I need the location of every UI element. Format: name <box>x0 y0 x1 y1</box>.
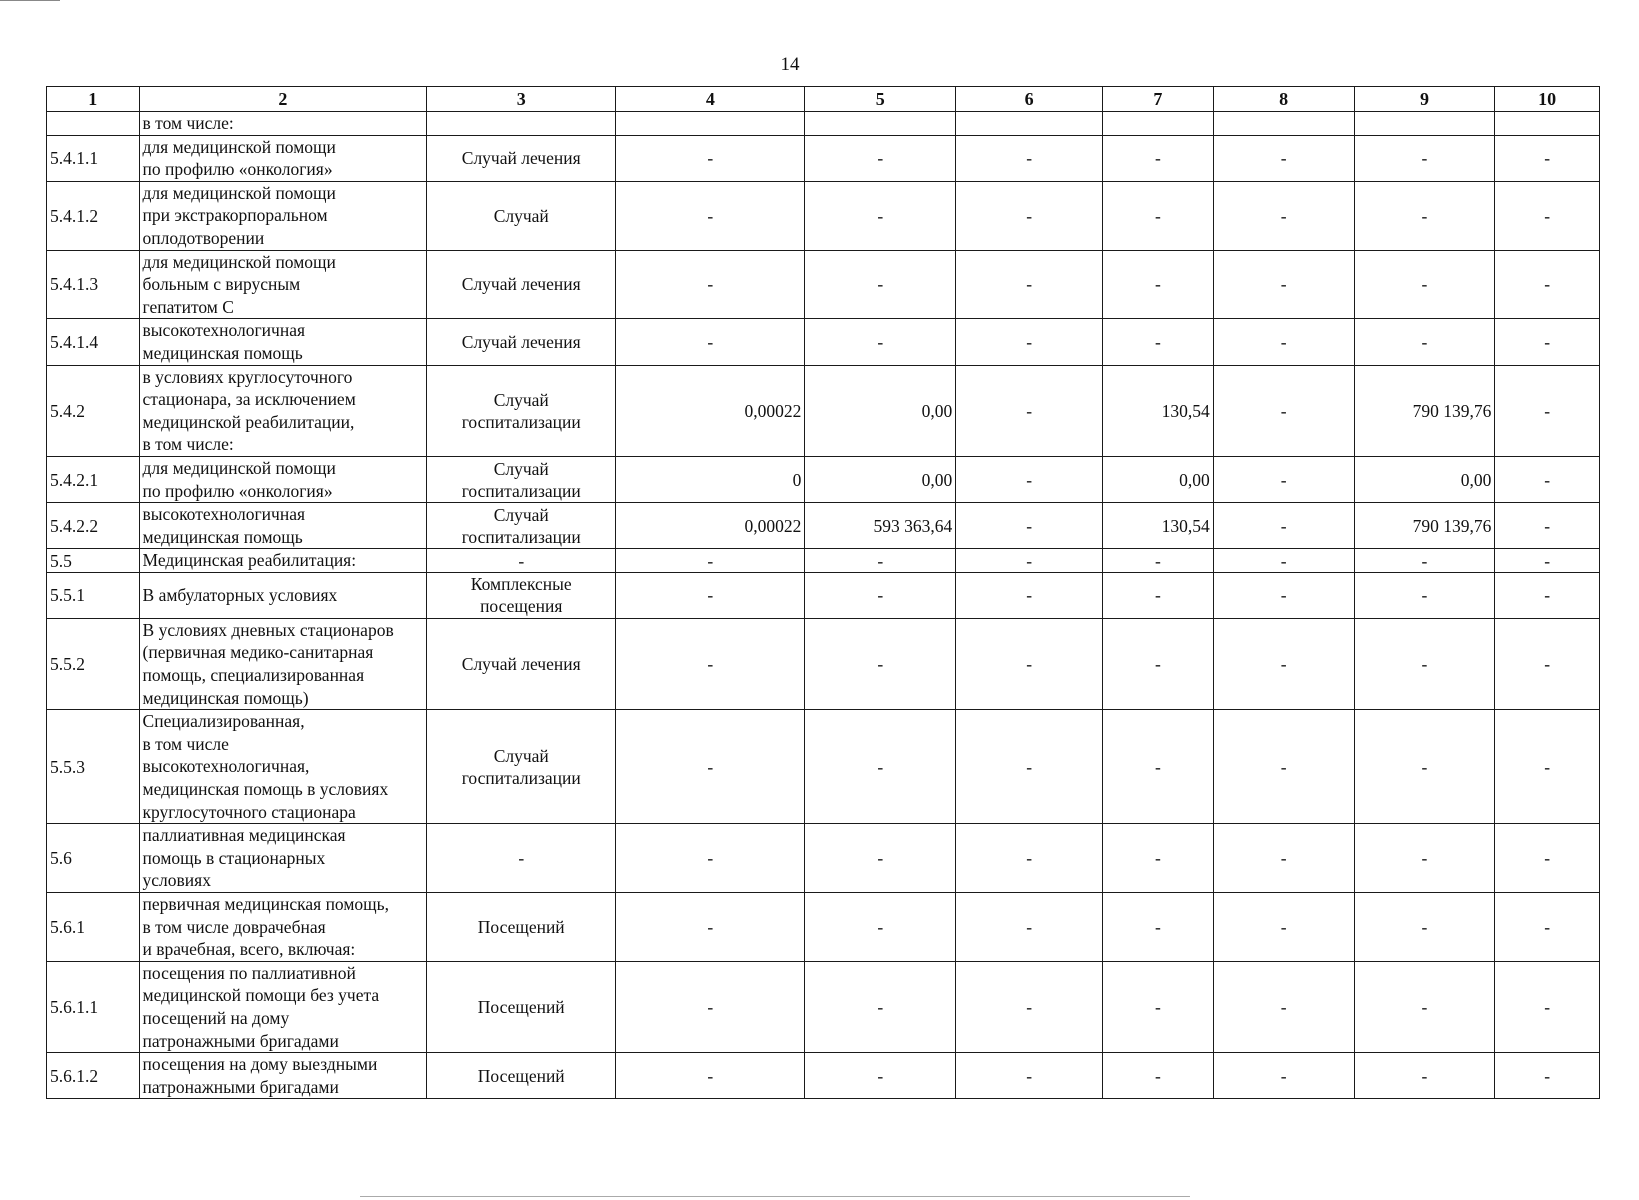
cell-col-7 <box>1103 112 1214 136</box>
cell-col-6: - <box>956 365 1103 456</box>
cell-col-4: 0,00022 <box>616 503 805 549</box>
col-header-9: 9 <box>1354 87 1495 112</box>
cell-col-5: - <box>805 135 956 181</box>
cell-col-9: 790 139,76 <box>1354 503 1495 549</box>
cell-col-7: - <box>1103 250 1214 319</box>
row-code: 5.6 <box>47 824 140 893</box>
cell-col-8: - <box>1213 824 1354 893</box>
cell-col-4: - <box>616 961 805 1052</box>
cell-col-8 <box>1213 112 1354 136</box>
cell-col-9: - <box>1354 824 1495 893</box>
row-unit: Случай лечения <box>427 135 616 181</box>
cell-col-7: 130,54 <box>1103 503 1214 549</box>
row-code <box>47 112 140 136</box>
cell-col-7: - <box>1103 135 1214 181</box>
row-unit: Случай <box>427 181 616 250</box>
col-header-7: 7 <box>1103 87 1214 112</box>
row-unit: - <box>427 824 616 893</box>
cell-col-10: - <box>1495 181 1600 250</box>
row-code: 5.6.1.1 <box>47 961 140 1052</box>
cell-col-7: 0,00 <box>1103 456 1214 502</box>
cell-col-4: - <box>616 319 805 365</box>
cell-col-8: - <box>1213 250 1354 319</box>
cell-col-8: - <box>1213 893 1354 962</box>
cell-col-4: - <box>616 824 805 893</box>
cell-col-4: - <box>616 549 805 573</box>
table-row <box>47 250 1600 319</box>
cell-col-9: - <box>1354 1053 1495 1099</box>
row-name: паллиативная медицинская помощь в стационарных условиях <box>139 824 427 893</box>
cell-col-4: - <box>616 572 805 618</box>
cell-col-8: - <box>1213 710 1354 824</box>
row-name: для медицинской помощи по профилю «онкология» <box>139 456 427 502</box>
row-unit: Посещений <box>427 1053 616 1099</box>
cell-col-10: - <box>1495 961 1600 1052</box>
cell-col-7: 130,54 <box>1103 365 1214 456</box>
cell-col-5 <box>805 112 956 136</box>
row-name: в том числе: <box>139 112 427 136</box>
table-row <box>47 824 1600 893</box>
row-unit: Случай госпитализации <box>427 456 616 502</box>
table-row <box>47 710 1600 824</box>
row-code: 5.5.3 <box>47 710 140 824</box>
table-row <box>47 549 1600 573</box>
cell-col-6: - <box>956 135 1103 181</box>
cell-col-6: - <box>956 618 1103 709</box>
cell-col-7: - <box>1103 710 1214 824</box>
cell-col-6: - <box>956 250 1103 319</box>
row-unit: Случай лечения <box>427 250 616 319</box>
row-name: В амбулаторных условиях <box>139 572 427 618</box>
cell-col-7: - <box>1103 572 1214 618</box>
row-code: 5.6.1 <box>47 893 140 962</box>
cell-col-10: - <box>1495 549 1600 573</box>
cell-col-4: - <box>616 893 805 962</box>
cell-col-7: - <box>1103 824 1214 893</box>
cell-col-10: - <box>1495 503 1600 549</box>
cell-col-9: - <box>1354 961 1495 1052</box>
cell-col-6: - <box>956 824 1103 893</box>
cell-col-8: - <box>1213 549 1354 573</box>
cell-col-6: - <box>956 456 1103 502</box>
cell-col-9: - <box>1354 618 1495 709</box>
cell-col-7: - <box>1103 618 1214 709</box>
cell-col-8: - <box>1213 181 1354 250</box>
cell-col-6: - <box>956 503 1103 549</box>
cell-col-8: - <box>1213 135 1354 181</box>
cell-col-9: - <box>1354 135 1495 181</box>
col-header-10: 10 <box>1495 87 1600 112</box>
row-name: посещения по паллиативной медицинской помощи без учета посещений на дому патронажными бригадами <box>139 961 427 1052</box>
cell-col-5: - <box>805 824 956 893</box>
cell-col-5: - <box>805 961 956 1052</box>
cell-col-8: - <box>1213 618 1354 709</box>
cell-col-6: - <box>956 893 1103 962</box>
cell-col-6 <box>956 112 1103 136</box>
cell-col-10: - <box>1495 710 1600 824</box>
cell-col-10: - <box>1495 135 1600 181</box>
table-body <box>47 112 1600 1099</box>
cell-col-9: - <box>1354 250 1495 319</box>
table-row <box>47 572 1600 618</box>
row-unit: Посещений <box>427 961 616 1052</box>
cell-col-9: - <box>1354 710 1495 824</box>
table-row <box>47 319 1600 365</box>
cell-col-5: - <box>805 250 956 319</box>
cell-col-10: - <box>1495 824 1600 893</box>
cell-col-8: - <box>1213 319 1354 365</box>
cell-col-4: - <box>616 250 805 319</box>
row-code: 5.4.2.1 <box>47 456 140 502</box>
cell-col-10: - <box>1495 1053 1600 1099</box>
cell-col-4 <box>616 112 805 136</box>
row-unit: Посещений <box>427 893 616 962</box>
cell-col-5: - <box>805 893 956 962</box>
cell-col-8: - <box>1213 572 1354 618</box>
cell-col-9: - <box>1354 319 1495 365</box>
col-header-8: 8 <box>1213 87 1354 112</box>
scan-edge-line <box>0 0 60 1</box>
header-row <box>47 87 1600 112</box>
cell-col-6: - <box>956 572 1103 618</box>
cell-col-4: - <box>616 135 805 181</box>
row-unit <box>427 112 616 136</box>
row-name: для медицинской помощи при экстракорпоральном оплодотворении <box>139 181 427 250</box>
cell-col-10: - <box>1495 572 1600 618</box>
cell-col-7: - <box>1103 961 1214 1052</box>
row-name: Специализированная, в том числе высокотехнологичная, медицинская помощь в условиях круглосуточного стационара <box>139 710 427 824</box>
col-header-4: 4 <box>616 87 805 112</box>
cell-col-6: - <box>956 710 1103 824</box>
cell-col-5: 593 363,64 <box>805 503 956 549</box>
cell-col-9: 0,00 <box>1354 456 1495 502</box>
cell-col-7: - <box>1103 1053 1214 1099</box>
cell-col-9 <box>1354 112 1495 136</box>
cell-col-5: - <box>805 549 956 573</box>
row-name: первичная медицинская помощь, в том числе доврачебная и врачебная, всего, включая: <box>139 893 427 962</box>
table-row <box>47 893 1600 962</box>
col-header-6: 6 <box>956 87 1103 112</box>
cell-col-10: - <box>1495 618 1600 709</box>
table-row <box>47 961 1600 1052</box>
cell-col-8: - <box>1213 365 1354 456</box>
scan-bottom-line <box>360 1196 1190 1197</box>
cell-col-6: - <box>956 549 1103 573</box>
table-row <box>47 503 1600 549</box>
cell-col-6: - <box>956 961 1103 1052</box>
row-code: 5.5.2 <box>47 618 140 709</box>
row-name: для медицинской помощи по профилю «онкология» <box>139 135 427 181</box>
row-code: 5.4.1.2 <box>47 181 140 250</box>
col-header-1: 1 <box>47 87 140 112</box>
row-unit: - <box>427 549 616 573</box>
cell-col-5: - <box>805 710 956 824</box>
row-code: 5.4.1.4 <box>47 319 140 365</box>
row-unit: Случай госпитализации <box>427 365 616 456</box>
cell-col-10 <box>1495 112 1600 136</box>
row-code: 5.5 <box>47 549 140 573</box>
cell-col-10: - <box>1495 250 1600 319</box>
row-name: В условиях дневных стационаров (первичная медико-санитарная помощь, специализированная медицинская помощь) <box>139 618 427 709</box>
row-name: посещения на дому выездными патронажными бригадами <box>139 1053 427 1099</box>
cell-col-4: - <box>616 181 805 250</box>
cell-col-8: - <box>1213 961 1354 1052</box>
col-header-3: 3 <box>427 87 616 112</box>
row-unit: Случай лечения <box>427 618 616 709</box>
row-code: 5.4.1.1 <box>47 135 140 181</box>
table-row <box>47 135 1600 181</box>
cell-col-6: - <box>956 319 1103 365</box>
data-table <box>46 86 1600 1099</box>
cell-col-4: 0 <box>616 456 805 502</box>
row-name: высокотехнологичная медицинская помощь <box>139 503 427 549</box>
cell-col-7: - <box>1103 181 1214 250</box>
cell-col-10: - <box>1495 456 1600 502</box>
cell-col-9: 790 139,76 <box>1354 365 1495 456</box>
cell-col-9: - <box>1354 181 1495 250</box>
row-unit: Случай лечения <box>427 319 616 365</box>
table-row <box>47 618 1600 709</box>
cell-col-5: - <box>805 572 956 618</box>
table-header <box>47 87 1600 112</box>
table-row <box>47 112 1600 136</box>
row-code: 5.4.1.3 <box>47 250 140 319</box>
row-unit: Случай госпитализации <box>427 710 616 824</box>
table-row <box>47 365 1600 456</box>
cell-col-5: 0,00 <box>805 365 956 456</box>
cell-col-9: - <box>1354 549 1495 573</box>
cell-col-4: - <box>616 1053 805 1099</box>
col-header-5: 5 <box>805 87 956 112</box>
row-unit: Комплексные посещения <box>427 572 616 618</box>
row-code: 5.6.1.2 <box>47 1053 140 1099</box>
cell-col-9: - <box>1354 893 1495 962</box>
cell-col-5: - <box>805 618 956 709</box>
cell-col-7: - <box>1103 549 1214 573</box>
cell-col-8: - <box>1213 456 1354 502</box>
cell-col-7: - <box>1103 319 1214 365</box>
cell-col-5: - <box>805 181 956 250</box>
cell-col-5: - <box>805 1053 956 1099</box>
col-header-2: 2 <box>139 87 427 112</box>
row-code: 5.5.1 <box>47 572 140 618</box>
cell-col-10: - <box>1495 365 1600 456</box>
cell-col-5: - <box>805 319 956 365</box>
row-name: Медицинская реабилитация: <box>139 549 427 573</box>
cell-col-4: - <box>616 710 805 824</box>
cell-col-7: - <box>1103 893 1214 962</box>
row-name: высокотехнологичная медицинская помощь <box>139 319 427 365</box>
cell-col-5: 0,00 <box>805 456 956 502</box>
cell-col-4: - <box>616 618 805 709</box>
row-name: для медицинской помощи больным с вирусным гепатитом С <box>139 250 427 319</box>
row-unit: Случай госпитализации <box>427 503 616 549</box>
page-number: 14 <box>780 54 800 75</box>
row-name: в условиях круглосуточного стационара, за исключением медицинской реабилитации, в том числе: <box>139 365 427 456</box>
cell-col-8: - <box>1213 1053 1354 1099</box>
table-row <box>47 456 1600 502</box>
row-code: 5.4.2.2 <box>47 503 140 549</box>
cell-col-10: - <box>1495 893 1600 962</box>
cell-col-9: - <box>1354 572 1495 618</box>
cell-col-8: - <box>1213 503 1354 549</box>
table-row <box>47 1053 1600 1099</box>
row-code: 5.4.2 <box>47 365 140 456</box>
cell-col-6: - <box>956 1053 1103 1099</box>
table-row <box>47 181 1600 250</box>
cell-col-4: 0,00022 <box>616 365 805 456</box>
cell-col-10: - <box>1495 319 1600 365</box>
cell-col-6: - <box>956 181 1103 250</box>
